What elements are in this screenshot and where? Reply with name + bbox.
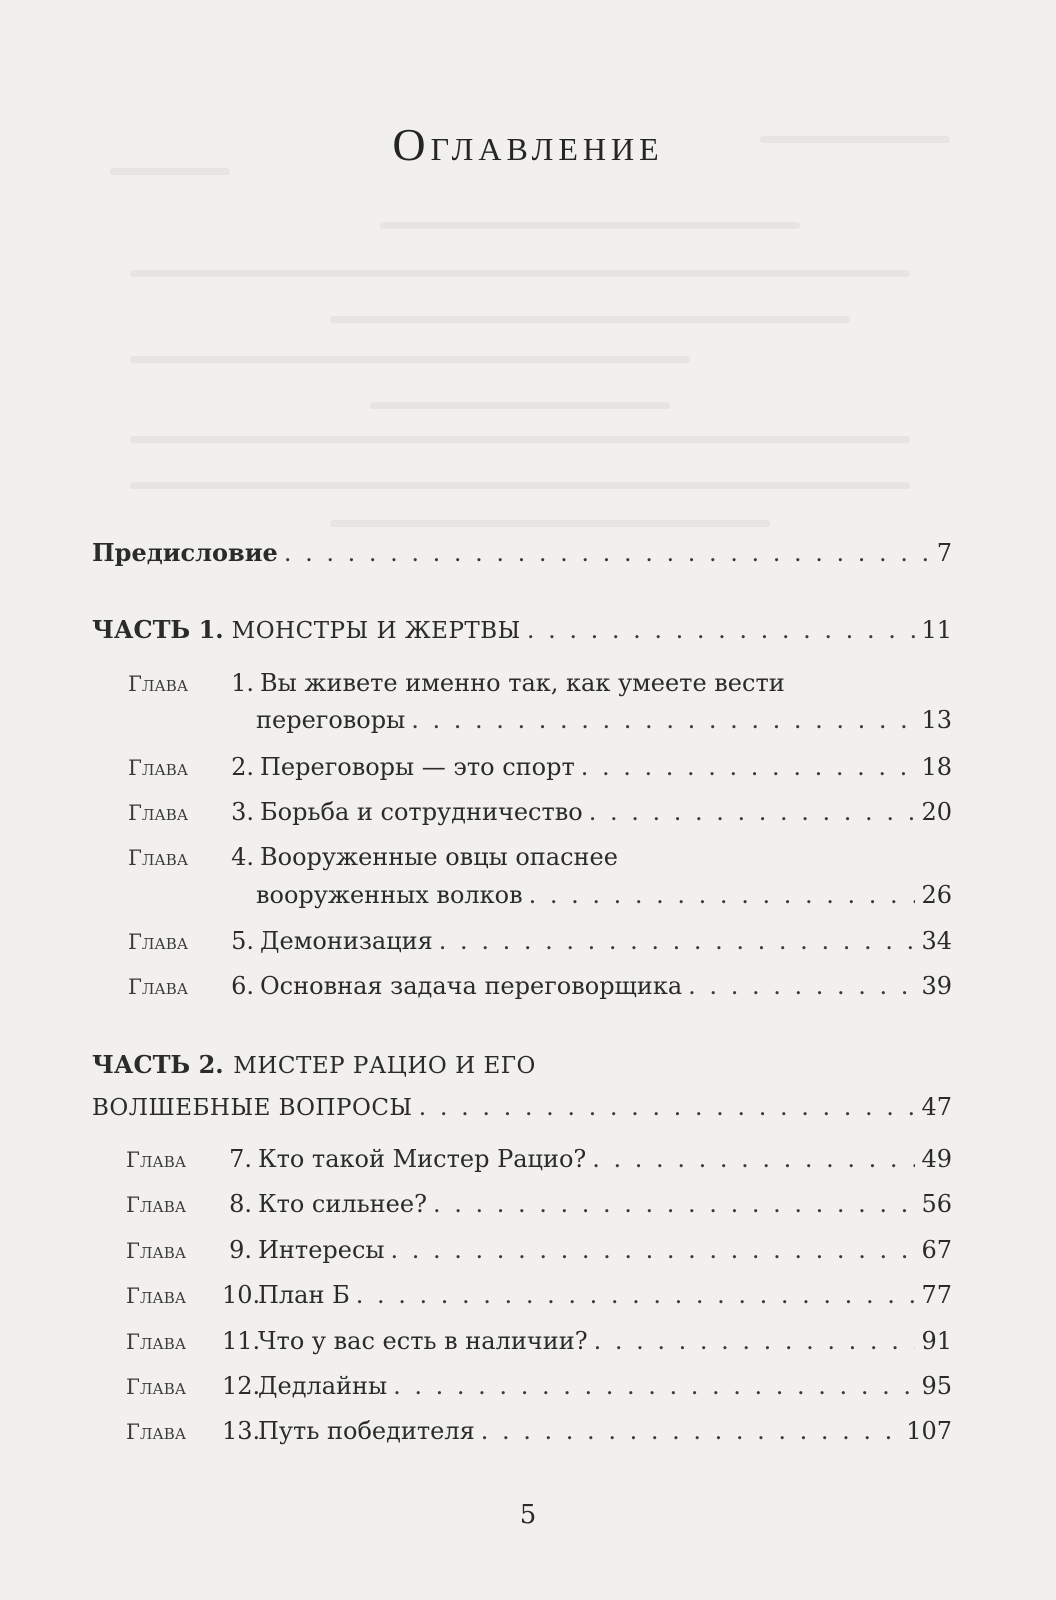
page-number: 49 [921,1145,952,1173]
leader-dots [356,1280,916,1310]
chapter-title: Кто такой Мистер Рацио? [258,1145,587,1173]
leader-dots [527,615,916,645]
page-number: 26 [921,881,952,909]
chapter-number: 4. [231,843,254,871]
chapter-number: 5. [231,927,254,955]
toc-entry-chapter-7[interactable] [126,1144,952,1175]
page-number: 91 [921,1327,952,1355]
toc-entry-chapter-5[interactable] [128,926,952,957]
page-number: 56 [921,1190,952,1218]
toc-entry-chapter-1-line1 [128,668,785,699]
chapter-label: Глава [128,756,189,780]
chapter-number: 12. [222,1372,261,1400]
part-title-line1: МИСТЕР РАЦИО И ЕГО [233,1053,536,1079]
part-title: ВОЛШЕБНЫЕ ВОПРОСЫ [92,1095,413,1121]
page-number: 7 [936,539,952,567]
leader-dots [284,538,931,568]
toc-entry-chapter-1[interactable] [256,705,952,735]
chapter-number: 13. [222,1417,261,1445]
toc-entry-chapter-6[interactable] [128,971,952,1002]
leader-dots [411,705,915,735]
page-number: 47 [921,1093,952,1121]
page-number: 18 [921,753,952,781]
chapter-label: Глава [126,1239,187,1263]
part-label: ЧАСТЬ 1. [92,615,224,644]
page-number: 34 [921,927,952,955]
page-number: 11 [921,616,952,644]
leader-dots [589,797,916,827]
page-number: 107 [906,1417,952,1445]
chapter-number: 9. [229,1236,252,1264]
chapter-number: 10. [222,1281,261,1309]
chapter-number: 6. [231,972,254,1000]
chapter-title: Борьба и сотрудничество [260,798,583,826]
chapter-title: Путь победителя [258,1417,475,1445]
chapter-label: Глава [126,1148,187,1172]
page-title: Оглавление [392,119,664,170]
toc-entry-chapter-3[interactable] [128,797,952,828]
toc-entry-part-2-line1 [92,1050,536,1081]
chapter-title: Демонизация [260,927,433,955]
toc-entry-chapter-13[interactable] [126,1416,952,1447]
chapter-number: 3. [231,798,254,826]
chapter-title: Дедлайны [258,1372,388,1400]
chapter-label: Глава [128,975,189,999]
page-number: 20 [921,798,952,826]
toc-entry-chapter-11[interactable] [126,1326,952,1357]
leader-dots [433,1189,916,1219]
part-title: МОНСТРЫ И ЖЕРТВЫ [231,618,521,644]
chapter-label: Глава [126,1284,187,1308]
chapter-number: 11. [222,1327,261,1355]
leader-dots [391,1235,916,1265]
chapter-number: 1. [231,669,254,697]
chapter-title: переговоры [256,706,406,734]
chapter-label: Глава [126,1375,187,1399]
leader-dots [481,1416,900,1446]
page-number: 39 [921,972,952,1000]
chapter-title: Что у вас есть в наличии? [258,1327,588,1355]
page-number: 77 [921,1281,952,1309]
chapter-label: Глава [128,672,189,696]
chapter-number: 7. [229,1145,252,1173]
page-number: 67 [921,1236,952,1264]
leader-dots [439,926,916,956]
chapter-label: Глава [126,1193,187,1217]
part-label: ЧАСТЬ 2. [92,1050,224,1079]
chapter-label: Глава [128,801,189,825]
page-number: 13 [921,706,952,734]
chapter-label: Глава [128,846,189,870]
toc-entry-chapter-10[interactable] [126,1280,952,1311]
toc-entry-chapter-4-line1 [128,842,618,873]
leader-dots [581,752,916,782]
toc-entry-preface[interactable] [92,538,952,568]
chapter-title: Основная задача переговорщика [260,972,683,1000]
leader-dots [594,1326,916,1356]
chapter-label: Глава [126,1420,187,1444]
chapter-title: План Б [258,1281,350,1309]
chapter-label: Глава [128,930,189,954]
preface-label: Предисловие [92,538,278,567]
leader-dots [419,1092,916,1122]
chapter-title-line1: Вооруженные овцы опаснее [260,843,618,871]
chapter-title: Кто сильнее? [258,1190,427,1218]
page-folio-number: 5 [519,1500,537,1530]
leader-dots [529,880,916,910]
toc-entry-part-2[interactable] [92,1092,952,1123]
leader-dots [688,971,915,1001]
toc-entry-chapter-12[interactable] [126,1371,952,1402]
leader-dots [393,1371,915,1401]
toc-entry-chapter-9[interactable] [126,1235,952,1266]
toc-entry-chapter-4[interactable] [256,880,952,910]
toc-entry-part-1[interactable] [92,615,952,646]
toc-entry-chapter-2[interactable] [128,752,952,783]
chapter-title-line1: Вы живете именно так, как умеете вести [260,669,785,697]
toc-entry-chapter-8[interactable] [126,1189,952,1220]
chapter-number: 8. [229,1190,252,1218]
chapter-title: вооруженных волков [256,881,523,909]
chapter-label: Глава [126,1330,187,1354]
chapter-title: Интересы [258,1236,385,1264]
chapter-number: 2. [231,753,254,781]
chapter-title: Переговоры — это спорт [260,753,575,781]
page-number: 95 [921,1372,952,1400]
leader-dots [592,1144,915,1174]
